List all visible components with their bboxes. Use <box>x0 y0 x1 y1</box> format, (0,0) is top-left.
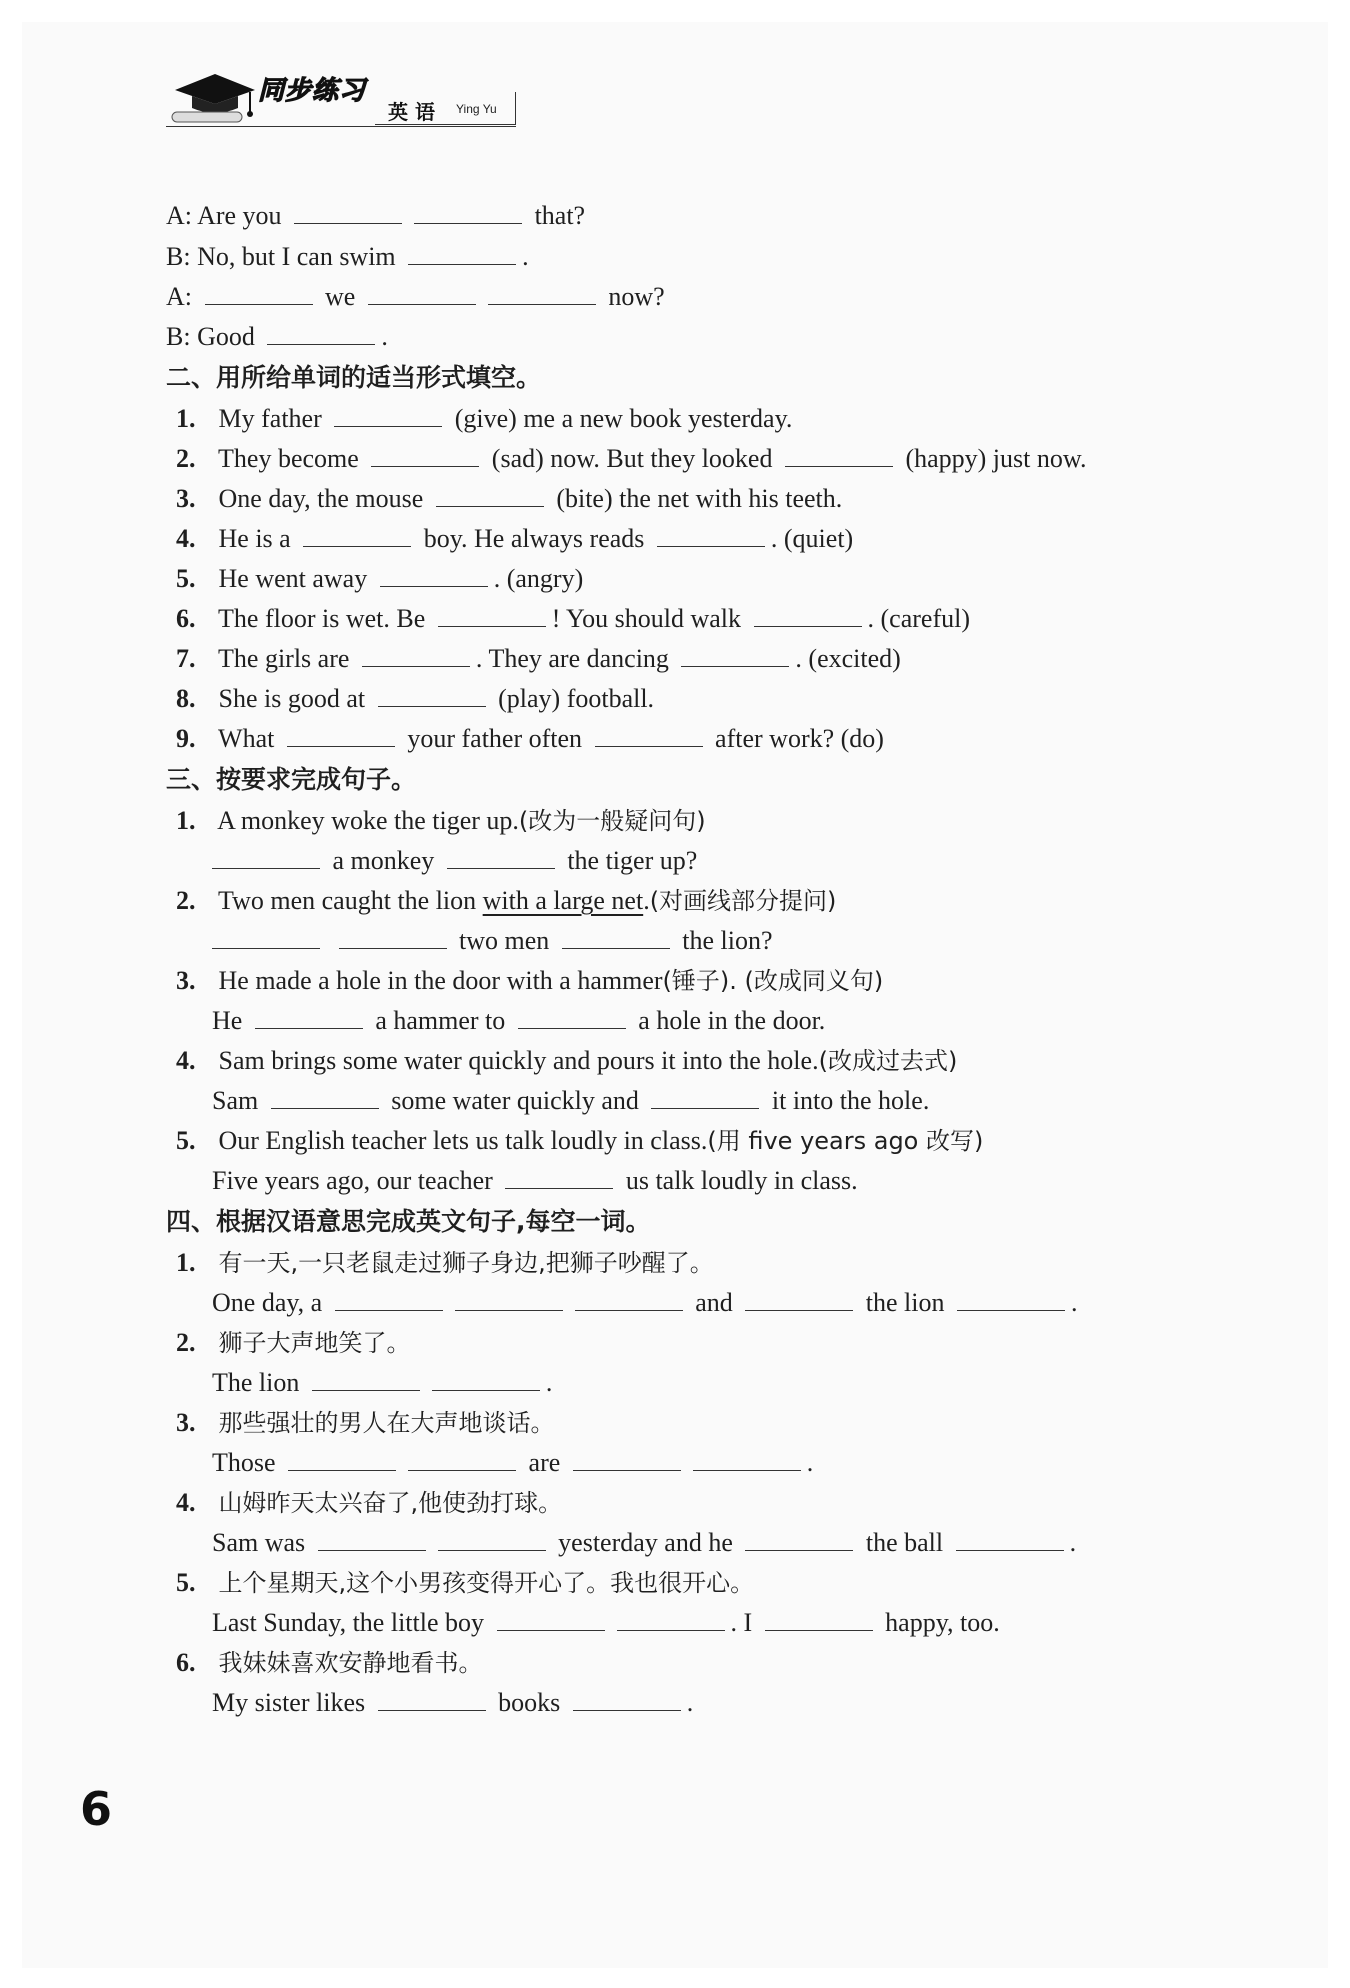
series-title: 同步练习 <box>258 76 367 106</box>
underlined-phrase: with a large net <box>482 886 644 915</box>
answer-blank[interactable] <box>745 1528 853 1551</box>
item-text: The girls are <box>218 644 350 673</box>
dialogue-text: that? <box>534 201 586 230</box>
item-number: 5. <box>176 1568 196 1597</box>
item-number: 6. <box>176 604 196 633</box>
item-text: Sam <box>212 1086 259 1115</box>
exercise-item <box>176 722 884 756</box>
item-text: What <box>218 724 275 753</box>
answer-blank[interactable] <box>212 926 320 949</box>
item-text: it into the hole. <box>771 1086 930 1115</box>
speaker-label: A: <box>166 201 192 230</box>
answer-blank[interactable] <box>785 444 893 467</box>
exercise-item <box>176 402 792 436</box>
speaker-label: B: <box>166 322 191 351</box>
exercise-item <box>176 482 842 516</box>
answer-blank[interactable] <box>414 201 522 224</box>
header-rule <box>166 126 516 127</box>
answer-blank[interactable] <box>617 1608 725 1631</box>
chinese-prompt: 那些强壮的男人在大声地谈话。 <box>218 1409 555 1437</box>
answer-blank[interactable] <box>745 1288 853 1311</box>
item-text: . <box>545 1368 553 1397</box>
exercise-item <box>176 522 853 556</box>
dialogue-text: we <box>325 282 356 311</box>
item-text: They become <box>218 444 359 473</box>
item-text: us talk loudly in class. <box>625 1166 858 1195</box>
item-text: . <box>806 1448 814 1477</box>
item-number: 3. <box>176 484 196 513</box>
graduation-cap-icon <box>170 68 260 128</box>
answer-blank[interactable] <box>205 282 313 305</box>
answer-line <box>212 1084 929 1118</box>
item-text: . (careful) <box>867 604 970 633</box>
answer-blank[interactable] <box>651 1086 759 1109</box>
subject-label: 英 语 <box>388 100 435 124</box>
answer-blank[interactable] <box>334 404 442 427</box>
answer-blank[interactable] <box>371 444 479 467</box>
item-text: . They are dancing <box>475 644 669 673</box>
item-text: (bite) the net with his teeth. <box>556 484 843 513</box>
answer-blank[interactable] <box>303 524 411 547</box>
item-text: some water quickly and <box>391 1086 639 1115</box>
dialogue-text: Are you <box>197 201 282 230</box>
exercise-item <box>176 1124 983 1158</box>
answer-blank[interactable] <box>497 1608 605 1631</box>
answer-blank[interactable] <box>438 604 546 627</box>
item-text: the lion <box>865 1288 945 1317</box>
item-number: 3. <box>176 1408 196 1437</box>
dialogue-line <box>166 280 665 314</box>
exercise-item <box>176 602 970 636</box>
answer-line <box>212 1286 1077 1320</box>
exercise-item <box>176 884 836 918</box>
item-text: Two men caught the lion <box>218 886 483 915</box>
answer-blank[interactable] <box>339 926 447 949</box>
answer-blank[interactable] <box>957 1288 1065 1311</box>
answer-line <box>212 1446 813 1480</box>
item-text: books <box>498 1688 561 1717</box>
answer-line <box>212 1686 693 1720</box>
item-number: 4. <box>176 1046 196 1075</box>
item-instruction: (锤子). (改成同义句) <box>662 967 884 995</box>
answer-blank[interactable] <box>447 846 555 869</box>
item-text: are <box>528 1448 561 1477</box>
item-number: 2. <box>176 886 196 915</box>
item-text: (sad) now. But they looked <box>491 444 773 473</box>
dialogue-line <box>166 320 388 354</box>
answer-blank[interactable] <box>294 201 402 224</box>
item-text: . <box>1070 1288 1078 1317</box>
exercise-item <box>176 1044 957 1078</box>
item-number: 8. <box>176 684 196 713</box>
item-text: One day, a <box>212 1288 323 1317</box>
speaker-label: B: <box>166 242 191 271</box>
item-text: two men <box>459 926 550 955</box>
item-text: your father often <box>407 724 583 753</box>
item-instruction: (用 five years ago 改写) <box>707 1127 984 1155</box>
answer-blank[interactable] <box>956 1528 1064 1551</box>
item-text: a hammer to <box>375 1006 506 1035</box>
item-text: She is good at <box>218 684 366 713</box>
item-number: 1. <box>176 404 196 433</box>
item-number: 5. <box>176 1126 196 1155</box>
item-text: the tiger up? <box>567 846 698 875</box>
exercise-item <box>176 1246 714 1280</box>
answer-blank[interactable] <box>378 684 486 707</box>
item-text: A monkey woke the tiger up. <box>217 806 519 835</box>
item-text: (happy) just now. <box>905 444 1087 473</box>
exercise-item <box>176 642 901 676</box>
item-text: . I <box>730 1608 753 1637</box>
answer-blank[interactable] <box>436 484 544 507</box>
chinese-prompt: 上个星期天,这个小男孩变得开心了。我也很开心。 <box>218 1569 755 1597</box>
answer-blank[interactable] <box>488 282 596 305</box>
answer-line <box>212 1164 858 1198</box>
item-text: . <box>643 886 650 915</box>
item-text: boy. He always reads <box>423 524 645 553</box>
exercise-item <box>176 1406 555 1440</box>
item-text: Sam brings some water quickly and pours it into the hole. <box>218 1046 819 1075</box>
answer-blank[interactable] <box>378 1688 486 1711</box>
item-number: 9. <box>176 724 196 753</box>
answer-blank[interactable] <box>518 1006 626 1029</box>
answer-blank[interactable] <box>438 1528 546 1551</box>
item-instruction: (改为一般疑问句) <box>518 807 706 835</box>
item-text: . <box>1069 1528 1077 1557</box>
item-text: . <box>686 1688 694 1717</box>
item-text: a monkey <box>332 846 435 875</box>
dialogue-line <box>166 199 585 233</box>
answer-blank[interactable] <box>765 1608 873 1631</box>
item-number: 7. <box>176 644 196 673</box>
item-text: . (quiet) <box>770 524 854 553</box>
item-text: . (angry) <box>493 564 584 593</box>
chinese-prompt: 有一天,一只老鼠走过狮子身边,把狮子吵醒了。 <box>218 1249 714 1277</box>
item-text: My sister likes <box>212 1688 366 1717</box>
dialogue-text: No, but I can swim <box>197 242 396 271</box>
answer-blank[interactable] <box>754 604 862 627</box>
answer-blank[interactable] <box>562 926 670 949</box>
page-number: 6 <box>80 1782 113 1836</box>
item-instruction: (改成过去式) <box>818 1047 958 1075</box>
item-text: Sam was <box>212 1528 306 1557</box>
answer-blank[interactable] <box>335 1288 443 1311</box>
section-heading: 三、按要求完成句子。 <box>166 765 417 794</box>
item-text: and <box>695 1288 733 1317</box>
answer-blank[interactable] <box>368 282 476 305</box>
answer-blank[interactable] <box>212 846 320 869</box>
answer-blank[interactable] <box>505 1166 613 1189</box>
item-number: 5. <box>176 564 196 593</box>
answer-blank[interactable] <box>287 724 395 747</box>
answer-blank[interactable] <box>432 1368 540 1391</box>
answer-blank[interactable] <box>455 1288 563 1311</box>
section-heading: 二、用所给单词的适当形式填空。 <box>166 363 542 392</box>
dialogue-line <box>166 240 529 274</box>
exercise-item <box>176 1646 483 1680</box>
answer-blank[interactable] <box>380 564 488 587</box>
answer-line <box>212 1366 552 1400</box>
dialogue-text: Good <box>197 322 255 351</box>
exercise-item <box>176 1566 754 1600</box>
answer-line <box>212 844 697 878</box>
answer-line <box>212 1004 825 1038</box>
exercise-item <box>176 804 706 838</box>
item-text: Those <box>212 1448 276 1477</box>
answer-blank[interactable] <box>657 524 765 547</box>
chinese-prompt: 山姆昨天太兴奋了,他使劲打球。 <box>218 1489 563 1517</box>
subject-pinyin: Ying Yu <box>456 102 497 116</box>
item-text: a hole in the door. <box>638 1006 826 1035</box>
answer-blank[interactable] <box>595 724 703 747</box>
item-text: (give) me a new book yesterday. <box>454 404 793 433</box>
answer-line <box>212 1606 1000 1640</box>
answer-blank[interactable] <box>362 644 470 667</box>
answer-blank[interactable] <box>267 322 375 345</box>
item-number: 4. <box>176 1488 196 1517</box>
exercise-item <box>176 1486 562 1520</box>
exercise-item <box>176 562 583 596</box>
item-number: 3. <box>176 966 196 995</box>
exercise-item <box>176 964 883 998</box>
item-text: Our English teacher lets us talk loudly in class. <box>218 1126 708 1155</box>
answer-line <box>212 1526 1076 1560</box>
answer-blank[interactable] <box>408 1448 516 1471</box>
speaker-label: A: <box>166 282 192 311</box>
answer-blank[interactable] <box>681 644 789 667</box>
item-text: . (excited) <box>795 644 901 673</box>
answer-blank[interactable] <box>408 242 516 265</box>
item-text: Five years ago, our teacher <box>212 1166 493 1195</box>
answer-blank[interactable] <box>255 1006 363 1029</box>
answer-blank[interactable] <box>288 1448 396 1471</box>
dialogue-text: . <box>381 322 388 351</box>
item-text: (play) football. <box>498 684 655 713</box>
answer-blank[interactable] <box>312 1368 420 1391</box>
exercise-item <box>176 442 1086 476</box>
item-number: 6. <box>176 1648 196 1677</box>
item-text: He is a <box>218 524 291 553</box>
item-text: ! You should walk <box>551 604 742 633</box>
section-heading: 四、根据汉语意思完成英文句子,每空一词。 <box>166 1207 651 1236</box>
item-text: My father <box>218 404 322 433</box>
item-number: 2. <box>176 1328 196 1357</box>
answer-blank[interactable] <box>693 1448 801 1471</box>
item-text: The lion <box>212 1368 300 1397</box>
dialogue-text: now? <box>608 282 665 311</box>
item-text: yesterday and he <box>558 1528 733 1557</box>
dialogue-text: . <box>522 242 529 271</box>
item-text: He <box>212 1006 243 1035</box>
item-text: He went away <box>218 564 368 593</box>
item-number: 1. <box>176 806 196 835</box>
book-header <box>160 62 520 132</box>
item-text: Last Sunday, the little boy <box>212 1608 484 1637</box>
item-text: The floor is wet. Be <box>218 604 426 633</box>
exercise-item <box>176 1326 411 1360</box>
item-text: after work? (do) <box>715 724 884 753</box>
item-number: 4. <box>176 524 196 553</box>
item-number: 2. <box>176 444 196 473</box>
item-text: happy, too. <box>885 1608 1000 1637</box>
item-text: the ball <box>865 1528 944 1557</box>
answer-blank[interactable] <box>271 1086 379 1109</box>
exercise-item <box>176 682 654 716</box>
answer-blank[interactable] <box>573 1448 681 1471</box>
answer-blank[interactable] <box>318 1528 426 1551</box>
answer-blank[interactable] <box>575 1288 683 1311</box>
item-instruction: (对画线部分提问) <box>649 887 837 915</box>
answer-line <box>212 924 773 958</box>
answer-blank[interactable] <box>573 1688 681 1711</box>
item-text: the lion? <box>682 926 773 955</box>
chinese-prompt: 我妹妹喜欢安静地看书。 <box>218 1649 483 1677</box>
item-text: He made a hole in the door with a hammer <box>218 966 663 995</box>
item-number: 1. <box>176 1248 196 1277</box>
chinese-prompt: 狮子大声地笑了。 <box>218 1329 411 1357</box>
item-text: One day, the mouse <box>218 484 424 513</box>
